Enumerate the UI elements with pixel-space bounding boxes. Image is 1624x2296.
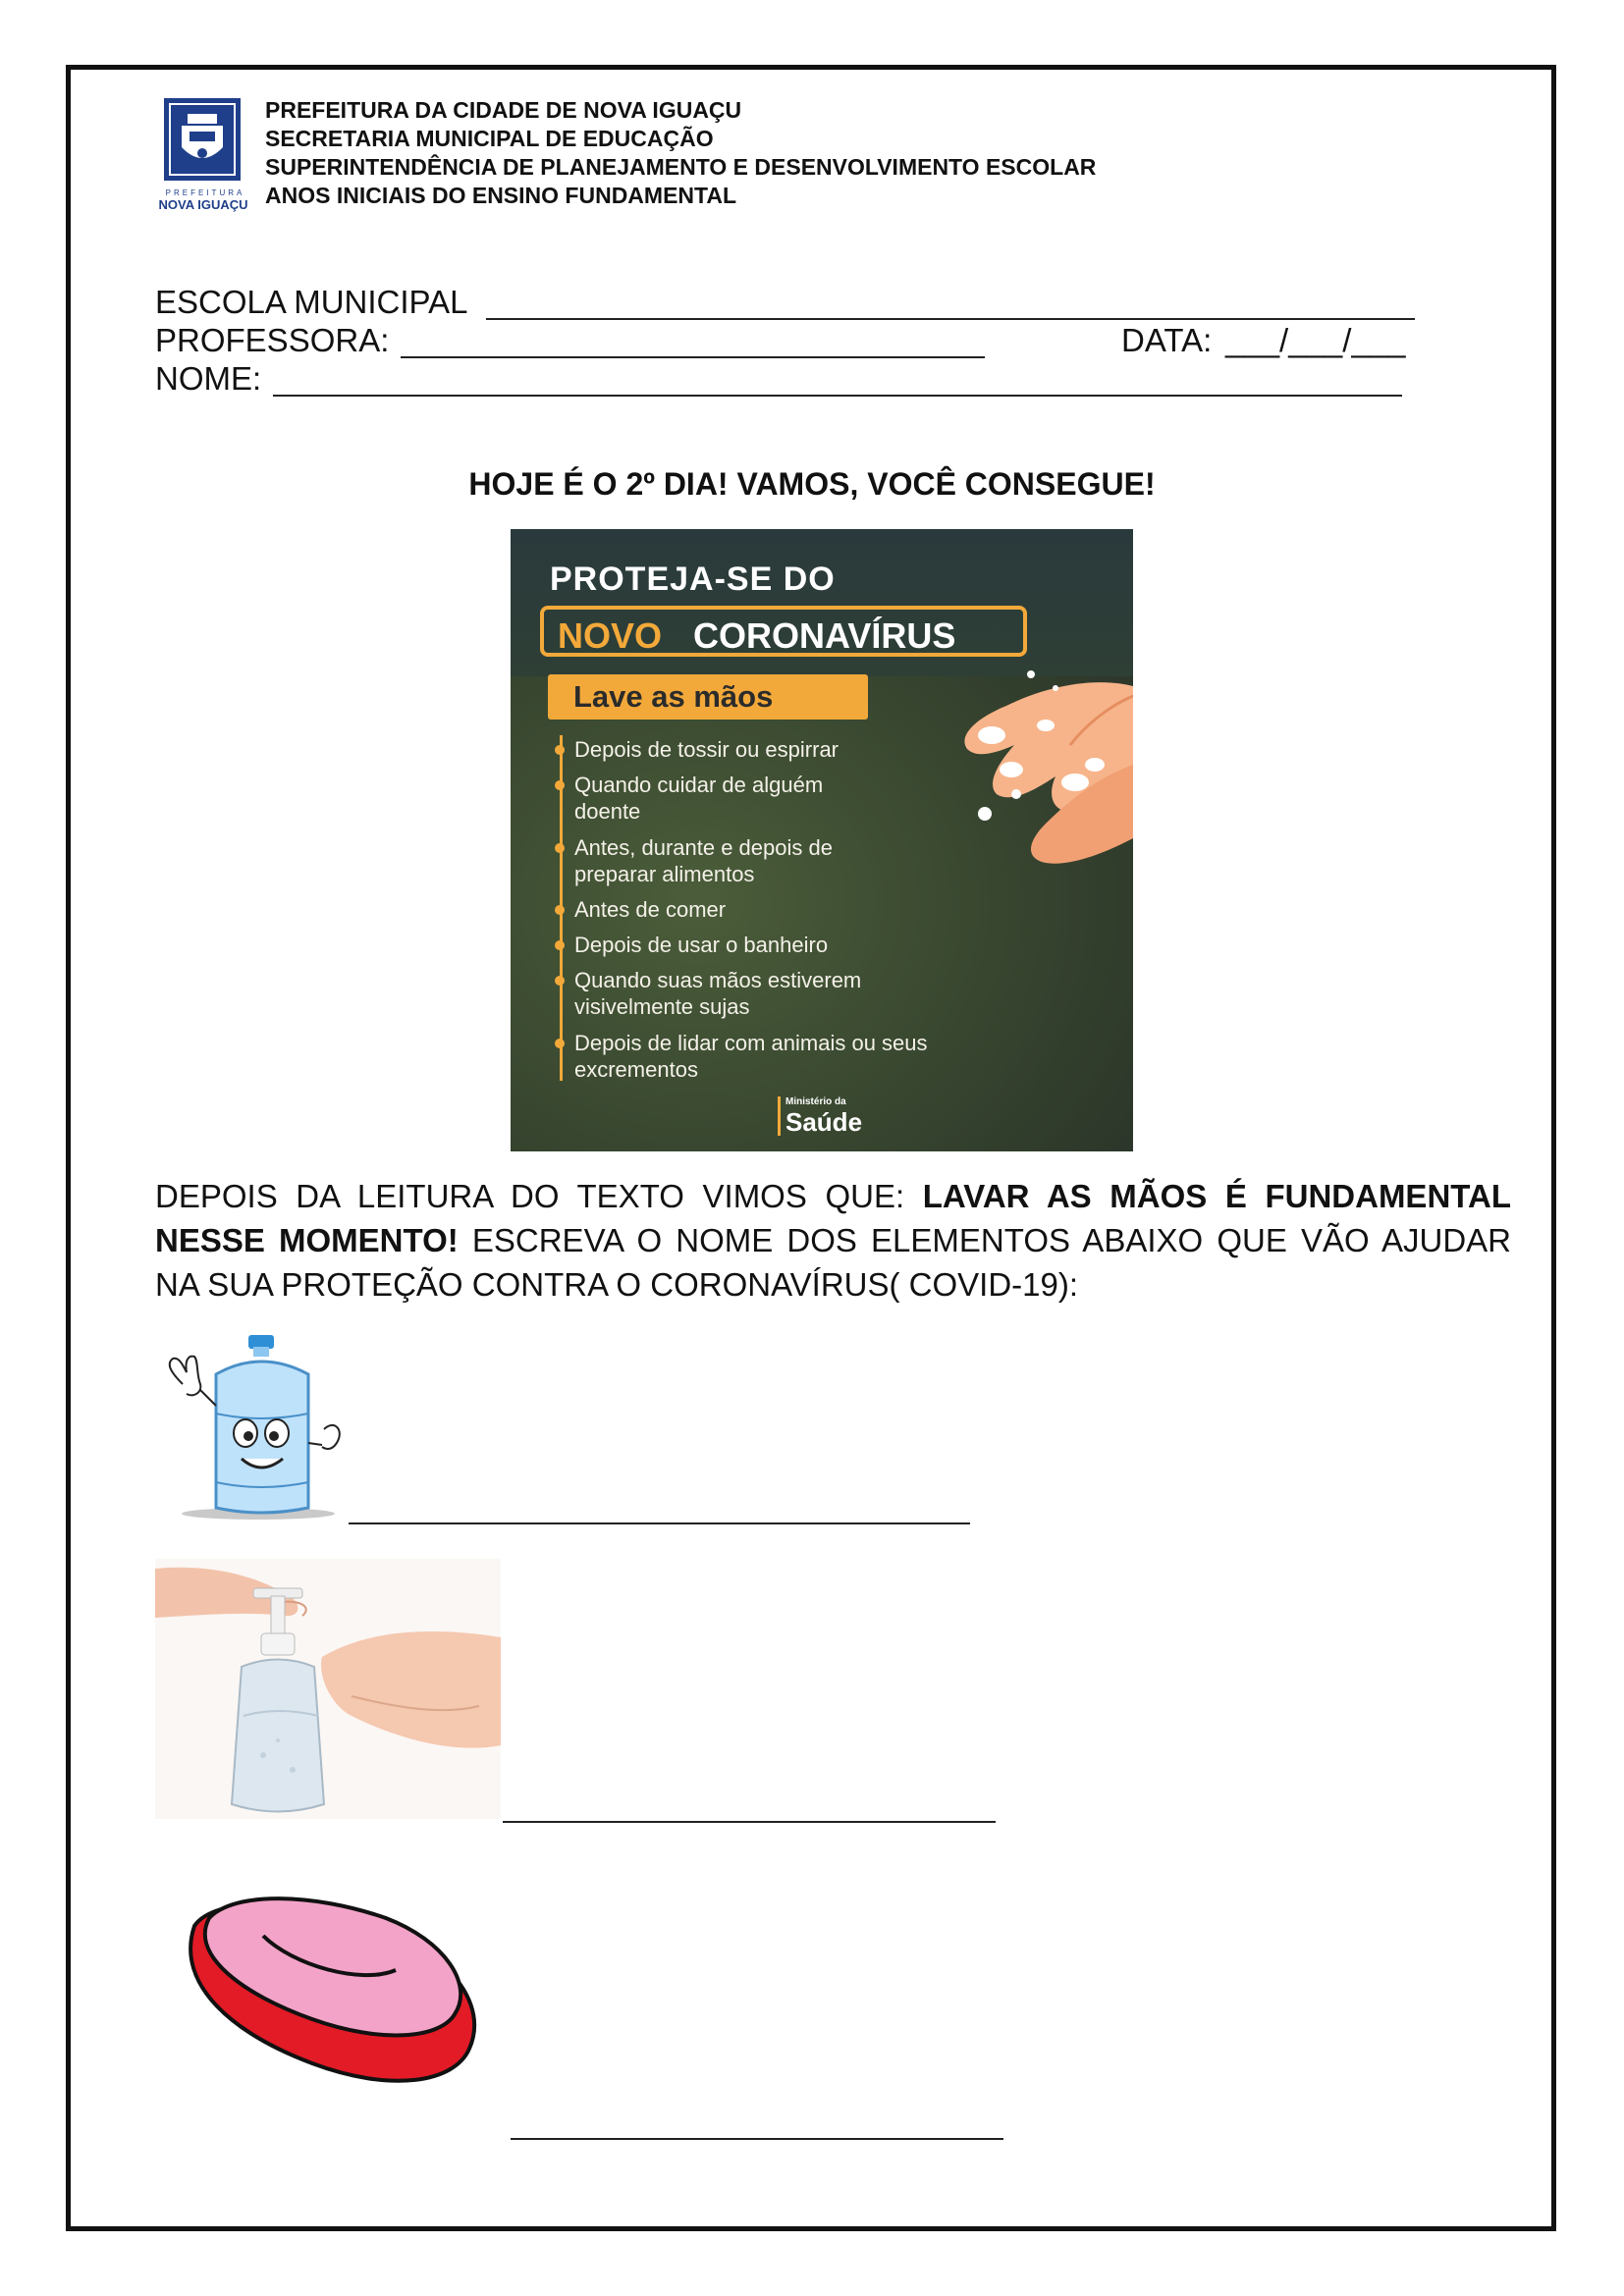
- poster-subtitle: Lave as mãos: [548, 674, 868, 720]
- school-label: ESCOLA MUNICIPAL: [155, 284, 468, 320]
- poster-item: Quando suas mãos estiverem: [574, 967, 861, 993]
- header-line-1: PREFEITURA DA CIDADE DE NOVA IGUAÇU: [265, 97, 742, 123]
- washing-hands-icon: [898, 667, 1133, 882]
- teacher-blank[interactable]: [401, 356, 985, 358]
- ministry-small-text: Ministério da: [785, 1096, 846, 1107]
- logo-small-text: PREFEITURA: [165, 188, 245, 197]
- hand-sanitizer-icon: [155, 1559, 501, 1819]
- poster-item: Depois de usar o banheiro: [574, 932, 828, 958]
- answer-blank-1[interactable]: [349, 1522, 970, 1524]
- name-label: NOME:: [155, 360, 262, 397]
- poster-item: Antes, durante e depois de: [574, 834, 833, 861]
- city-logo: [152, 96, 254, 212]
- poster-item-continued: visivelmente sujas: [574, 994, 750, 1019]
- school-blank[interactable]: [486, 318, 1415, 320]
- poster-title-line1: PROTEJA-SE DO: [550, 561, 836, 598]
- name-blank[interactable]: [273, 395, 1402, 397]
- instructions-emphasis: LAVAR AS MÃOS É FUNDAMENTAL NESSE MOMENTO!: [155, 1178, 1511, 1258]
- answer-blank-2[interactable]: [503, 1821, 996, 1823]
- poster-item-continued: preparar alimentos: [574, 862, 755, 886]
- poster-item: Depois de tossir ou espirrar: [574, 736, 839, 763]
- poster-item: Quando cuidar de alguém: [574, 772, 823, 798]
- date-blanks[interactable]: ___/___/___: [1225, 322, 1406, 358]
- picture-3: [155, 1857, 509, 2135]
- page-title: HOJE É O 2º DIA! VAMOS, VOCÊ CONSEGUE!: [468, 466, 1156, 502]
- poster-item: Depois de lidar com animais ou seus: [574, 1030, 928, 1056]
- poster-item: Antes de comer: [574, 896, 726, 923]
- poster-title-corona: CORONAVÍRUS: [693, 615, 956, 656]
- poster-title-box: [540, 606, 1027, 657]
- poster-item-continued: doente: [574, 799, 641, 824]
- header-line-2: SECRETARIA MUNICIPAL DE EDUCAÇÃO: [265, 126, 714, 151]
- answer-blank-3[interactable]: [511, 2138, 1003, 2140]
- poster-item-continued: excrementos: [574, 1057, 698, 1082]
- header-line-4: ANOS INICIAIS DO ENSINO FUNDAMENTAL: [265, 183, 737, 208]
- header-line-3: SUPERINTENDÊNCIA DE PLANEJAMENTO E DESENVOLVIMENTO ESCOLAR: [265, 154, 1097, 180]
- ministry-big-text: Saúde: [785, 1107, 863, 1137]
- instructions-paragraph: DEPOIS DA LEITURA DO TEXTO VIMOS QUE: LAVAR AS MÃOS É FUNDAMENTAL NESSE MOMENTO! ESCREVA O NOME DOS ELEMENTOS ABAIXO QUE VÃO AJUDAR NA SUA PROTEÇÃO CONTRA O CORONAVÍRUS( COVID-19):: [155, 1178, 1511, 1303]
- water-gallon-icon: [155, 1335, 347, 1522]
- picture-1: [155, 1335, 347, 1522]
- logo-big-text: NOVA IGUAÇU: [158, 197, 248, 212]
- teacher-label: PROFESSORA:: [155, 322, 390, 358]
- soap-bar-icon: [155, 1857, 509, 2135]
- coronavirus-poster: [511, 529, 1133, 1151]
- picture-2: [155, 1559, 501, 1819]
- ministry-logo: [778, 1096, 862, 1136]
- date-label: DATA:: [1121, 322, 1213, 358]
- poster-title-novo: NOVO: [558, 615, 663, 656]
